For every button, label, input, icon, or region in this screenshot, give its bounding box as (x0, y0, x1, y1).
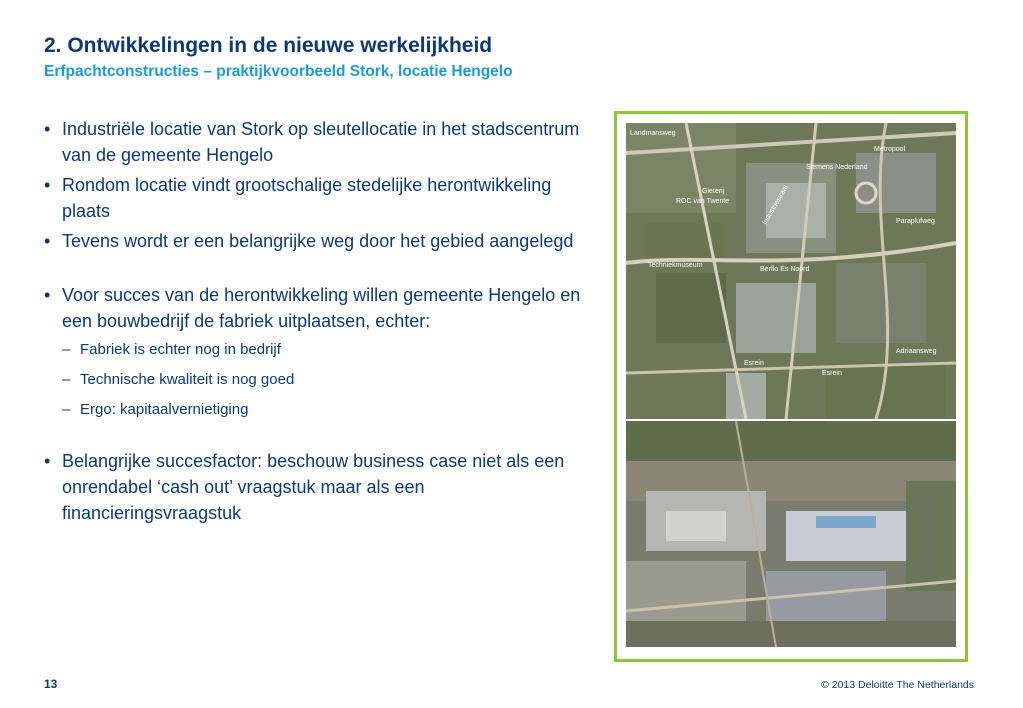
bullet-list (44, 116, 589, 530)
satellite-map-image (626, 123, 956, 419)
page-number: 13 (44, 677, 58, 691)
aerial-photo-graphic (626, 421, 956, 647)
bullet-item (44, 282, 589, 334)
sub-bullet-text: Ergo: kapitaalvernietiging (80, 401, 249, 418)
bullet-dot-icon: • (44, 451, 51, 471)
satellite-map-graphic (626, 123, 956, 419)
sub-bullet-text: Technische kwaliteit is nog goed (80, 371, 295, 388)
bullet-item (44, 172, 589, 224)
bullet-dot-icon: • (44, 175, 51, 195)
map-label: Berflo Es Noord (760, 266, 810, 273)
aerial-photo-image (626, 421, 956, 647)
map-label: Siemens Nederland (806, 164, 868, 171)
bullet-text: Voor succes van de herontwikkeling willen gemeente Hengelo en een bouwbedrijf de fabriek uitplaatsen, echter: (62, 285, 581, 331)
bullet-item (44, 448, 589, 526)
map-label: Esrein (822, 370, 842, 377)
slide-title: 2. Ontwikkelingen in de nieuwe werkelijkheid (44, 34, 493, 57)
sub-bullet-item (44, 340, 589, 360)
sub-bullet-item (44, 400, 589, 420)
bullet-text: Industriële locatie van Stork op sleutellocatie in het stadscentrum van de gemeente Hengelo (62, 119, 580, 165)
bullet-text: Belangrijke succesfactor: beschouw business case niet als een onrendabel ‘cash out’ vraagstuk maar als een financieringsvraagstuk (62, 451, 565, 523)
map-label: Adriaansweg (896, 348, 937, 355)
sub-bullet-item (44, 370, 589, 390)
bullet-dot-icon: • (44, 285, 51, 305)
map-label: Techniekmuseum (648, 262, 703, 269)
map-label: Industriestraat (761, 184, 790, 226)
bullet-dot-icon: • (44, 119, 51, 139)
slide-subtitle: Erfpachtconstructies – praktijkvoorbeeld Stork, locatie Hengelo (44, 63, 513, 80)
dash-icon: – (62, 341, 71, 358)
map-label: Gieterij (702, 188, 725, 195)
copyright-notice: © 2013 Deloitte The Netherlands (821, 679, 974, 691)
image-frame (614, 111, 968, 662)
map-label: Esrein (744, 360, 764, 367)
bullet-text: Rondom locatie vindt grootschalige stedelijke herontwikkeling plaats (62, 175, 552, 221)
dash-icon: – (62, 401, 71, 418)
map-label: ROC van Twente (676, 198, 730, 205)
map-label: Landmansweg (630, 130, 676, 137)
bullet-item (44, 228, 589, 254)
bullet-text: Tevens wordt er een belangrijke weg door het gebied aangelegd (62, 231, 574, 251)
bullet-dot-icon: • (44, 231, 51, 251)
map-label: Metropool (874, 146, 906, 153)
sub-bullet-text: Fabriek is echter nog in bedrijf (80, 341, 281, 358)
bullet-item (44, 116, 589, 168)
map-label: Paraplufweg (896, 218, 935, 225)
dash-icon: – (62, 371, 71, 388)
